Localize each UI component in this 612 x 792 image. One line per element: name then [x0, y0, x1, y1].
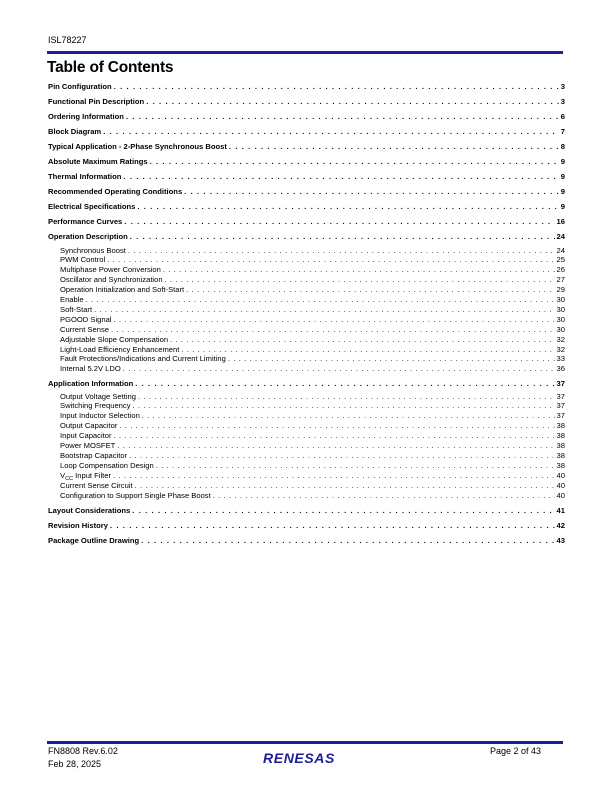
toc-page-number: 40	[556, 480, 565, 490]
toc-entry-title: Enable	[60, 295, 84, 304]
dot-leader	[129, 451, 554, 460]
toc-entry-title: Bootstrap Capacitor	[60, 450, 128, 460]
toc-page-number: 3	[560, 97, 565, 106]
dot-leader	[86, 295, 555, 304]
dot-leader	[165, 275, 555, 284]
toc-entry[interactable]	[48, 506, 565, 515]
toc-entry-title: Recommended Operating Conditions	[48, 187, 183, 196]
toc-page-number: 3	[560, 82, 565, 91]
toc-entry-title: Loop Compensation Design	[60, 460, 154, 470]
toc-page-number: 40	[556, 470, 565, 480]
toc-subentry[interactable]	[48, 481, 565, 490]
toc-entry-title: Performance Curves	[48, 217, 123, 226]
toc-page-number: 9	[560, 157, 565, 166]
dot-leader	[114, 431, 555, 440]
toc-page-number: 40	[556, 490, 565, 500]
dot-leader	[123, 364, 555, 373]
toc-page-number: 38	[556, 421, 565, 431]
toc-page-number: 38	[556, 450, 565, 460]
toc-entry[interactable]	[48, 97, 565, 106]
dot-leader	[94, 305, 554, 314]
toc-entry-title: Input Capacitor	[60, 431, 112, 441]
toc-entry[interactable]	[48, 536, 565, 545]
toc-entry[interactable]	[48, 521, 565, 530]
toc-subentry[interactable]	[48, 265, 565, 274]
toc-page-number: 24	[556, 232, 565, 241]
toc-page-number: 33	[556, 354, 565, 364]
toc-page-number: 9	[560, 172, 565, 181]
toc-entry-title: PWM Control	[60, 255, 106, 265]
toc-page-number: 37	[556, 379, 565, 388]
dot-leader	[111, 325, 555, 334]
toc-subentry[interactable]	[48, 315, 565, 324]
toc-entry[interactable]	[48, 157, 565, 166]
dot-leader	[184, 187, 559, 196]
dot-leader	[181, 345, 554, 354]
dot-leader	[156, 461, 555, 470]
toc-subentry[interactable]	[48, 295, 565, 304]
toc-subentry[interactable]	[48, 441, 565, 450]
toc-entry-title: Synchronous Boost	[60, 245, 126, 255]
toc-page-number: 6	[560, 112, 565, 121]
toc-page-number: 43	[556, 536, 565, 545]
dot-leader	[124, 217, 554, 226]
toc-page-number: 29	[556, 285, 565, 295]
dot-leader	[110, 521, 555, 530]
toc-entry-title: Package Outline Drawing	[48, 536, 140, 545]
toc-entry-title: Configuration to Support Single Phase Boost	[60, 490, 211, 500]
toc-page-number: 30	[556, 324, 565, 334]
toc-page-number: 9	[560, 187, 565, 196]
toc-page-number: 38	[556, 431, 565, 441]
dot-leader	[117, 441, 554, 450]
toc-entry-title: Power MOSFET	[60, 441, 116, 450]
toc-entry[interactable]	[48, 232, 565, 241]
toc-entry-title: $V_{CC}$ Input Filter	[60, 470, 112, 482]
toc-subentry[interactable]	[48, 401, 565, 410]
toc-page-number: 8	[560, 142, 565, 151]
toc-page-number: 30	[556, 295, 565, 304]
dot-leader	[213, 491, 555, 500]
toc-entry-title: Oscillator and Synchronization	[60, 275, 163, 285]
toc-entry[interactable]	[48, 82, 565, 91]
toc-entry-title: Output Capacitor	[60, 421, 118, 431]
dot-leader	[146, 97, 559, 106]
toc-entry[interactable]	[48, 379, 565, 388]
dot-leader	[132, 506, 554, 515]
toc-entry-title: Revision History	[48, 521, 108, 530]
toc-entry-title: Pin Configuration	[48, 82, 112, 91]
toc-entry[interactable]	[48, 202, 565, 211]
dot-leader	[130, 232, 555, 241]
toc-entry-title: Operation Description	[48, 232, 128, 241]
dot-leader	[137, 202, 558, 211]
toc-entry-title: Layout Considerations	[48, 506, 131, 515]
toc-subentry[interactable]	[48, 421, 565, 430]
toc-page-number: 25	[556, 255, 565, 265]
dot-leader	[114, 315, 555, 324]
toc-page-number: 37	[556, 401, 565, 411]
dot-leader	[142, 411, 555, 420]
toc-entry-title: Input Inductor Selection	[60, 411, 140, 421]
toc-entry-title: Application Information	[48, 379, 134, 388]
toc-subentry[interactable]	[48, 411, 565, 420]
toc-entry[interactable]	[48, 172, 565, 181]
toc-page-number: 38	[556, 441, 565, 450]
toc-subentry[interactable]	[48, 335, 565, 344]
dot-leader	[107, 255, 554, 264]
toc-entry[interactable]	[48, 112, 565, 121]
toc-page-number: 9	[560, 202, 565, 211]
toc-page-number: 37	[556, 411, 565, 421]
footer-date: Feb 28, 2025	[48, 759, 102, 769]
toc-page-number: 16	[556, 217, 565, 226]
dot-leader	[229, 142, 559, 151]
toc-subentry[interactable]	[48, 451, 565, 460]
toc-page-number: 32	[556, 334, 565, 344]
toc-page-number: 26	[556, 265, 565, 275]
toc-subentry[interactable]	[48, 255, 565, 264]
toc-subentry[interactable]	[48, 275, 565, 284]
toc-subentry[interactable]	[48, 392, 565, 401]
dot-leader	[163, 265, 555, 274]
toc-entry-title: Soft-Start	[60, 304, 93, 314]
toc-page-number: 37	[556, 391, 565, 401]
toc-entry[interactable]	[48, 217, 565, 226]
toc-subentry[interactable]	[48, 246, 565, 255]
toc-page-number: 27	[556, 275, 565, 285]
toc-subentry[interactable]	[48, 461, 565, 470]
dot-leader	[228, 354, 555, 363]
toc-entry-title: Output Voltage Setting	[60, 391, 136, 401]
toc-entry-title: Thermal Information	[48, 172, 122, 181]
toc-page-number: 41	[556, 506, 565, 515]
toc-entry-title: Internal 5.2V LDO	[60, 364, 121, 374]
toc-heading: Table of Contents	[47, 59, 174, 76]
toc-subentry[interactable]	[48, 305, 565, 314]
dot-leader	[170, 335, 554, 344]
dot-leader	[113, 471, 555, 480]
toc-page-number: 42	[556, 521, 565, 530]
toc-subentry[interactable]	[48, 325, 565, 334]
toc-entry-title: Multiphase Power Conversion	[60, 265, 161, 275]
dot-leader	[133, 401, 555, 410]
toc-subentry[interactable]	[48, 285, 565, 294]
toc-entry-title: PGOOD Signal	[60, 314, 112, 324]
toc-entry-title: Block Diagram	[48, 127, 102, 136]
dot-leader	[103, 127, 559, 136]
dot-leader	[135, 481, 555, 490]
dot-leader	[141, 536, 554, 545]
toc-page-number: 32	[556, 344, 565, 354]
toc-page-number: 36	[556, 364, 565, 374]
toc-subentry[interactable]	[48, 491, 565, 500]
toc-page-number: 7	[560, 127, 565, 136]
footer-doc-number: FN8808 Rev.6.02	[48, 746, 118, 756]
toc-entry[interactable]	[48, 127, 565, 136]
toc-page-number: 24	[556, 245, 565, 255]
toc-entry-title: Adjustable Slope Compensation	[60, 334, 169, 344]
dot-leader	[135, 379, 554, 388]
toc-entry[interactable]	[48, 187, 565, 196]
toc-entry-title: Fault Protections/Indications and Current Limiting	[60, 354, 226, 364]
toc-page-number: 38	[556, 460, 565, 470]
footer-page-number: Page 2 of 43	[490, 746, 542, 756]
toc-entry[interactable]	[48, 142, 565, 151]
footer-rule	[47, 741, 563, 744]
toc-entry-title: Typical Application - 2-Phase Synchronous Boost	[48, 142, 227, 151]
toc-subentry[interactable]	[48, 345, 565, 354]
toc-subentry[interactable]	[48, 431, 565, 440]
document-id: ISL78227	[48, 35, 87, 45]
toc-entry-title: Ordering Information	[48, 112, 124, 121]
svg-text:RENESAS: RENESAS	[263, 750, 335, 766]
toc-entry-title: Switching Frequency	[60, 401, 131, 411]
toc-page-number: 30	[556, 314, 565, 324]
dot-leader	[123, 172, 558, 181]
dot-leader	[138, 392, 555, 401]
dot-leader	[128, 246, 555, 255]
dot-leader	[126, 112, 559, 121]
dot-leader	[186, 285, 554, 294]
toc-entry-title: Absolute Maximum Ratings	[48, 157, 148, 166]
toc-page-number: 30	[556, 304, 565, 314]
header-rule	[47, 51, 563, 54]
toc-entry-title: Current Sense	[60, 324, 109, 334]
dot-leader	[114, 82, 559, 91]
toc-entry-title: Current Sense Circuit	[60, 480, 133, 490]
dot-leader	[119, 421, 554, 430]
toc-subentry[interactable]	[48, 354, 565, 363]
dot-leader	[150, 157, 559, 166]
toc-entry-title: Electrical Specifications	[48, 202, 136, 211]
toc-entry-title: Operation Initialization and Soft-Start	[60, 285, 185, 295]
renesas-logo	[249, 750, 349, 766]
toc-entry-title: Light-Load Efficiency Enhancement	[60, 344, 180, 354]
toc-entry-title: Functional Pin Description	[48, 97, 145, 106]
toc-subentry[interactable]	[48, 364, 565, 373]
